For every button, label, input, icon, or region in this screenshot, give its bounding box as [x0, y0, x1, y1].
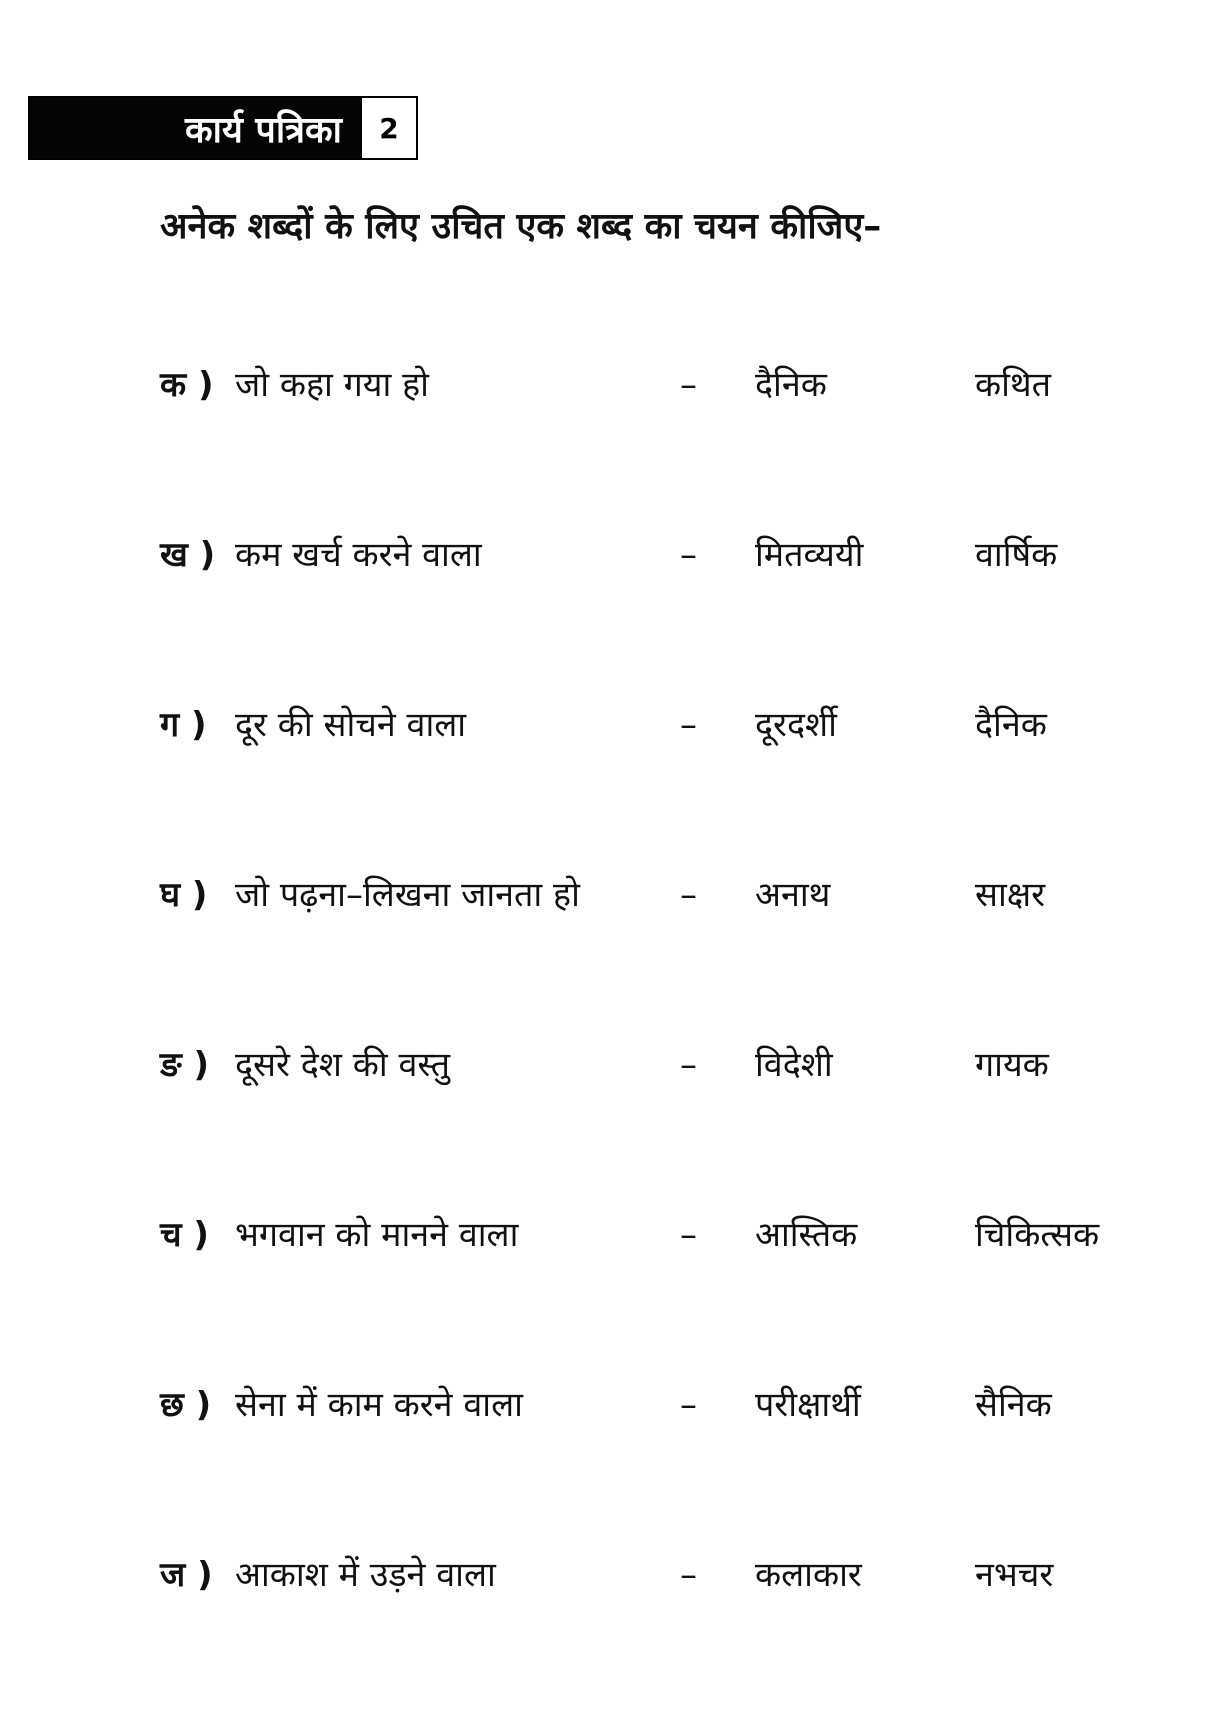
answer-option-b[interactable]: चिकित्सक: [975, 1215, 1100, 1255]
answer-option-a[interactable]: मितव्ययी: [755, 535, 864, 575]
question-phrase: जो कहा गया हो: [235, 365, 429, 405]
worksheet-header: [28, 96, 418, 160]
question-phrase: भगवान को मानने वाला: [235, 1215, 519, 1255]
question-letter: ज ): [160, 1555, 213, 1595]
answer-option-a[interactable]: दैनिक: [755, 365, 827, 405]
answer-option-b[interactable]: नभचर: [975, 1555, 1054, 1595]
question-row: [160, 1205, 1180, 1265]
question-letter: ङ ): [160, 1045, 210, 1085]
question-row: [160, 1035, 1180, 1095]
question-letter: छ ): [160, 1385, 212, 1425]
question-phrase: आकाश में उड़ने वाला: [235, 1555, 496, 1595]
question-row: [160, 1545, 1180, 1605]
question-phrase: सेना में काम करने वाला: [235, 1385, 523, 1425]
question-phrase: जो पढ़ना–लिखना जानता हो: [235, 875, 580, 915]
separator-dash: –: [680, 365, 697, 405]
separator-dash: –: [680, 705, 697, 745]
instruction-heading: अनेक शब्दों के लिए उचित एक शब्द का चयन कीजिए–: [160, 206, 882, 247]
answer-option-b[interactable]: गायक: [975, 1045, 1049, 1085]
question-letter: ख ): [160, 535, 216, 575]
answer-option-a[interactable]: आस्तिक: [755, 1215, 858, 1255]
question-phrase: कम खर्च करने वाला: [235, 535, 482, 575]
question-letter: च ): [160, 1215, 209, 1255]
separator-dash: –: [680, 1555, 697, 1595]
question-row: [160, 865, 1180, 925]
separator-dash: –: [680, 875, 697, 915]
question-letter: घ ): [160, 875, 208, 915]
question-letter: ग ): [160, 705, 207, 745]
question-letter: क ): [160, 365, 214, 405]
answer-option-a[interactable]: परीक्षार्थी: [755, 1385, 861, 1425]
question-row: [160, 695, 1180, 755]
separator-dash: –: [680, 535, 697, 575]
question-row: [160, 355, 1180, 415]
answer-option-a[interactable]: दूरदर्शी: [755, 705, 837, 745]
answer-option-b[interactable]: सैनिक: [975, 1385, 1052, 1425]
separator-dash: –: [680, 1215, 697, 1255]
answer-option-b[interactable]: वार्षिक: [975, 535, 1058, 575]
question-phrase: दूर की सोचने वाला: [235, 705, 467, 745]
separator-dash: –: [680, 1045, 697, 1085]
answer-option-a[interactable]: विदेशी: [755, 1045, 833, 1085]
worksheet-number: 2: [360, 98, 416, 158]
worksheet-title: कार्य पत्रिका: [30, 98, 360, 158]
answer-option-b[interactable]: कथित: [975, 365, 1052, 405]
separator-dash: –: [680, 1385, 697, 1425]
answer-option-a[interactable]: कलाकार: [755, 1555, 862, 1595]
question-row: [160, 1375, 1180, 1435]
answer-option-b[interactable]: दैनिक: [975, 705, 1047, 745]
answer-option-a[interactable]: अनाथ: [755, 875, 831, 915]
question-phrase: दूसरे देश की वस्तु: [235, 1045, 450, 1085]
question-row: [160, 525, 1180, 585]
answer-option-b[interactable]: साक्षर: [975, 875, 1046, 915]
